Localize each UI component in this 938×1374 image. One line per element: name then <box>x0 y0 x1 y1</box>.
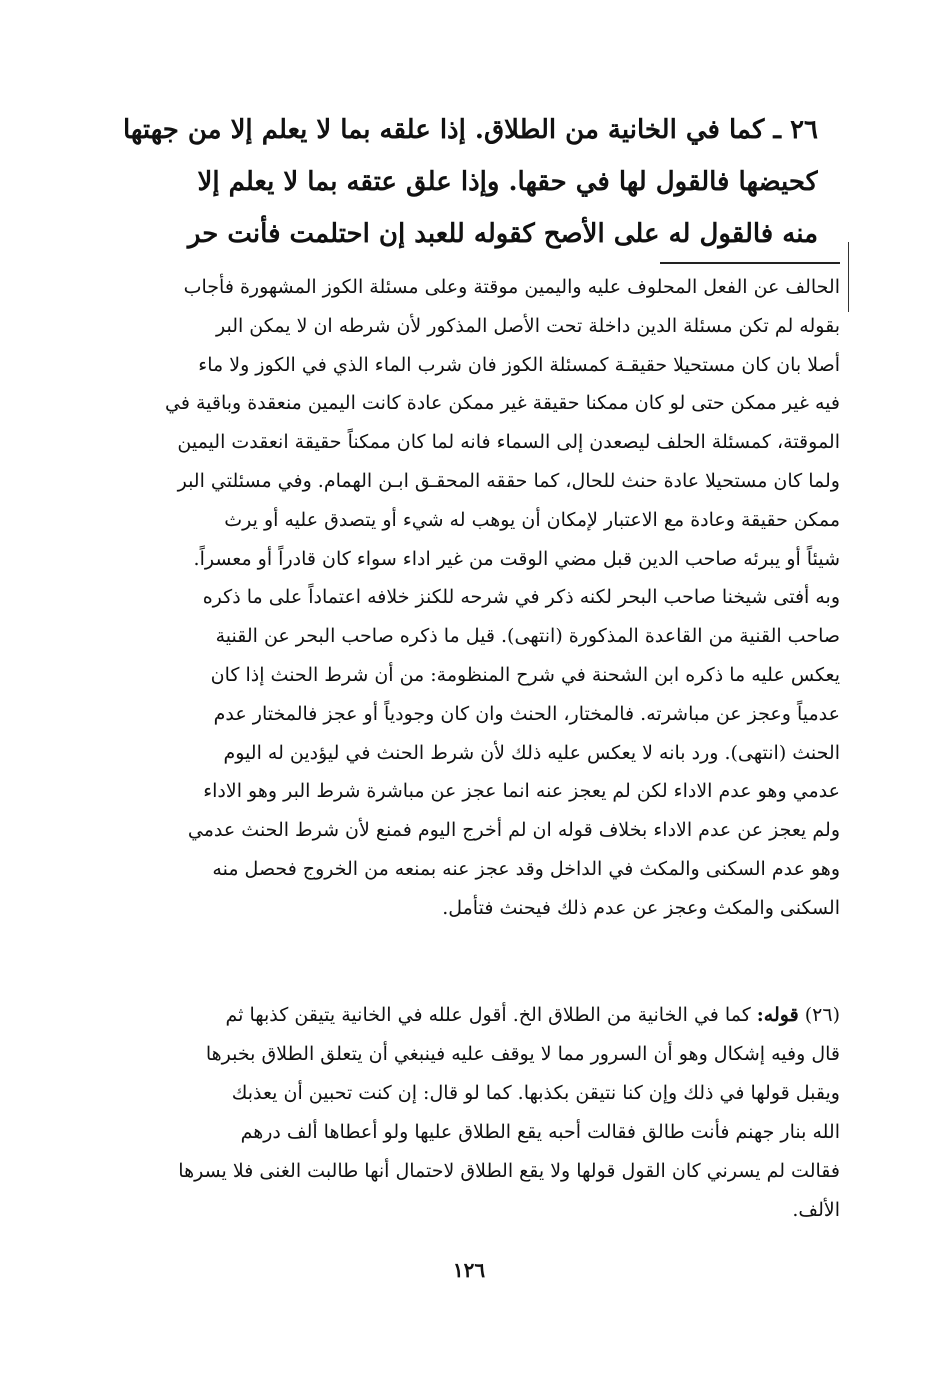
commentary-line: قال وفيه إشكال وهو أن السرور مما لا يوقف عليه فينبغي أن يتعلق الطلاق بخبرها <box>205 1043 840 1065</box>
note-number: (٢٦) <box>804 1004 840 1026</box>
commentary-line: عدمياً وعجز عن مباشرته. فالمختار، الحنث وان كان وجودياً أو عجز فالمختار عدم <box>213 702 840 725</box>
commentary-line: يعكس عليه ما ذكره ابن الشحنة في شرح المنظومة: من أن شرط الحنث إذا كان <box>210 663 840 686</box>
commentary-line: شيئاً أو يبرئه صاحب الدين قبل مضي الوقت من غير اداء سواء كان قادراً أو معسراً. <box>193 547 840 570</box>
commentary-line: بقوله لم تكن مسئلة الدين داخلة تحت الأصل المذكور لأن شرطه ان لا يمكن البر <box>215 314 840 337</box>
main-text-line: منه فالقول له على الأصح كقوله للعبد إن احتلمت فأنت حر <box>187 219 818 249</box>
commentary-line: الحنث (انتهى). ورد بانه لا يعكس عليه ذلك لأن شرط الحنث في ليؤدين له اليوم <box>223 741 840 764</box>
commentary-line: الحالف عن الفعل المحلوف عليه واليمين موقتة وعلى مسئلة الكوز المشهورة فأجاب <box>183 276 840 298</box>
commentary-line: فيه غير ممكن حتى لو كان ممكنا حقيقة غير ممكن عادة كانت اليمين منعقدة وباقية في <box>164 392 840 415</box>
margin-mark <box>848 242 849 312</box>
commentary-line: الله بنار جهنم فأنت طالق فقالت أحبه يقع الطلاق عليها ولو أعطاها ألف درهم <box>240 1121 840 1143</box>
commentary-line: ولم يعجز عن عدم الاداء بخلاف قوله ان لم أخرج اليوم فمنع لأن شرط الحنث عدمي <box>187 819 840 842</box>
commentary-line: ممكن حقيقة وعادة مع الاعتبار لإمكان أن يوهب له شيء أو يتصدق عليه أو يرث <box>224 508 840 531</box>
page-number: ١٢٦ <box>452 1258 486 1282</box>
commentary-line: عدمي وهو عدم الاداء لكن لم يعجز عنه انما عجز عن مباشرة شرط البر وهو الاداء <box>203 780 840 803</box>
note-keyword: قوله: <box>756 1004 799 1026</box>
separator-rule <box>660 262 840 264</box>
commentary-note-first-line <box>80 996 840 1035</box>
commentary-line: السكنى والمكث وعجز عن عدم ذلك فيحنث فتأمل. <box>442 896 840 919</box>
commentary-line: الموقتة، كمسئلة الحلف ليصعدن إلى السماء فانه لما كان ممكناً حقيقة انعقدت اليمين <box>177 431 840 454</box>
commentary-note-26 <box>80 996 840 1230</box>
main-text-line: كحيضها فالقول لها في حقها. وإذا علق عتقه بما لا يعلم إلا <box>197 167 818 197</box>
main-text-block <box>118 104 818 260</box>
commentary-line: أصلا بان كان مستحيلا حقيقـة كمسئلة الكوز فان شرب الماء الذي في الكوز ولا ماء <box>198 353 840 376</box>
commentary-line: وهو عدم السكنى والمكث في الداخل وقد عجز عنه بمنعه من الخروج فحصل منه <box>212 857 840 880</box>
commentary-line: ويقبل قولها في ذلك وإن كنا نتيقن بكذبها. كما لو قال: إن كنت تحبين أن يعذبك <box>231 1082 840 1104</box>
commentary-line: ولما كان مستحيلا عادة حنث للحال، كما حققه المحقـق ابـن الهمام. وفي مسئلتي البر <box>177 469 840 492</box>
main-text-line: ٢٦ ـ كما في الخانية من الطلاق. إذا علقه بما لا يعلم إلا من جهتها <box>122 115 818 145</box>
commentary-line: الألف. <box>792 1199 840 1221</box>
commentary-line: فقالت لم يسرني كان القول قولها ولا يقع الطلاق لاحتمال أنها طالبت الغنى فلا يسرها <box>178 1160 840 1182</box>
commentary-line: وبه أفتى شيخنا صاحب البحر لكنه ذكر في شرحه للكنز خلافه اعتماداً على ما ذكره <box>202 586 840 609</box>
commentary-line: صاحب القنية من القاعدة المذكورة (انتهى). قيل ما ذكره صاحب البحر عن القنية <box>215 625 840 648</box>
commentary-continued <box>80 268 840 928</box>
note-first-line-text: كما في الخانية من الطلاق الخ. أقول علله في الخانية يتيقن كذبها ثم <box>225 1004 751 1026</box>
